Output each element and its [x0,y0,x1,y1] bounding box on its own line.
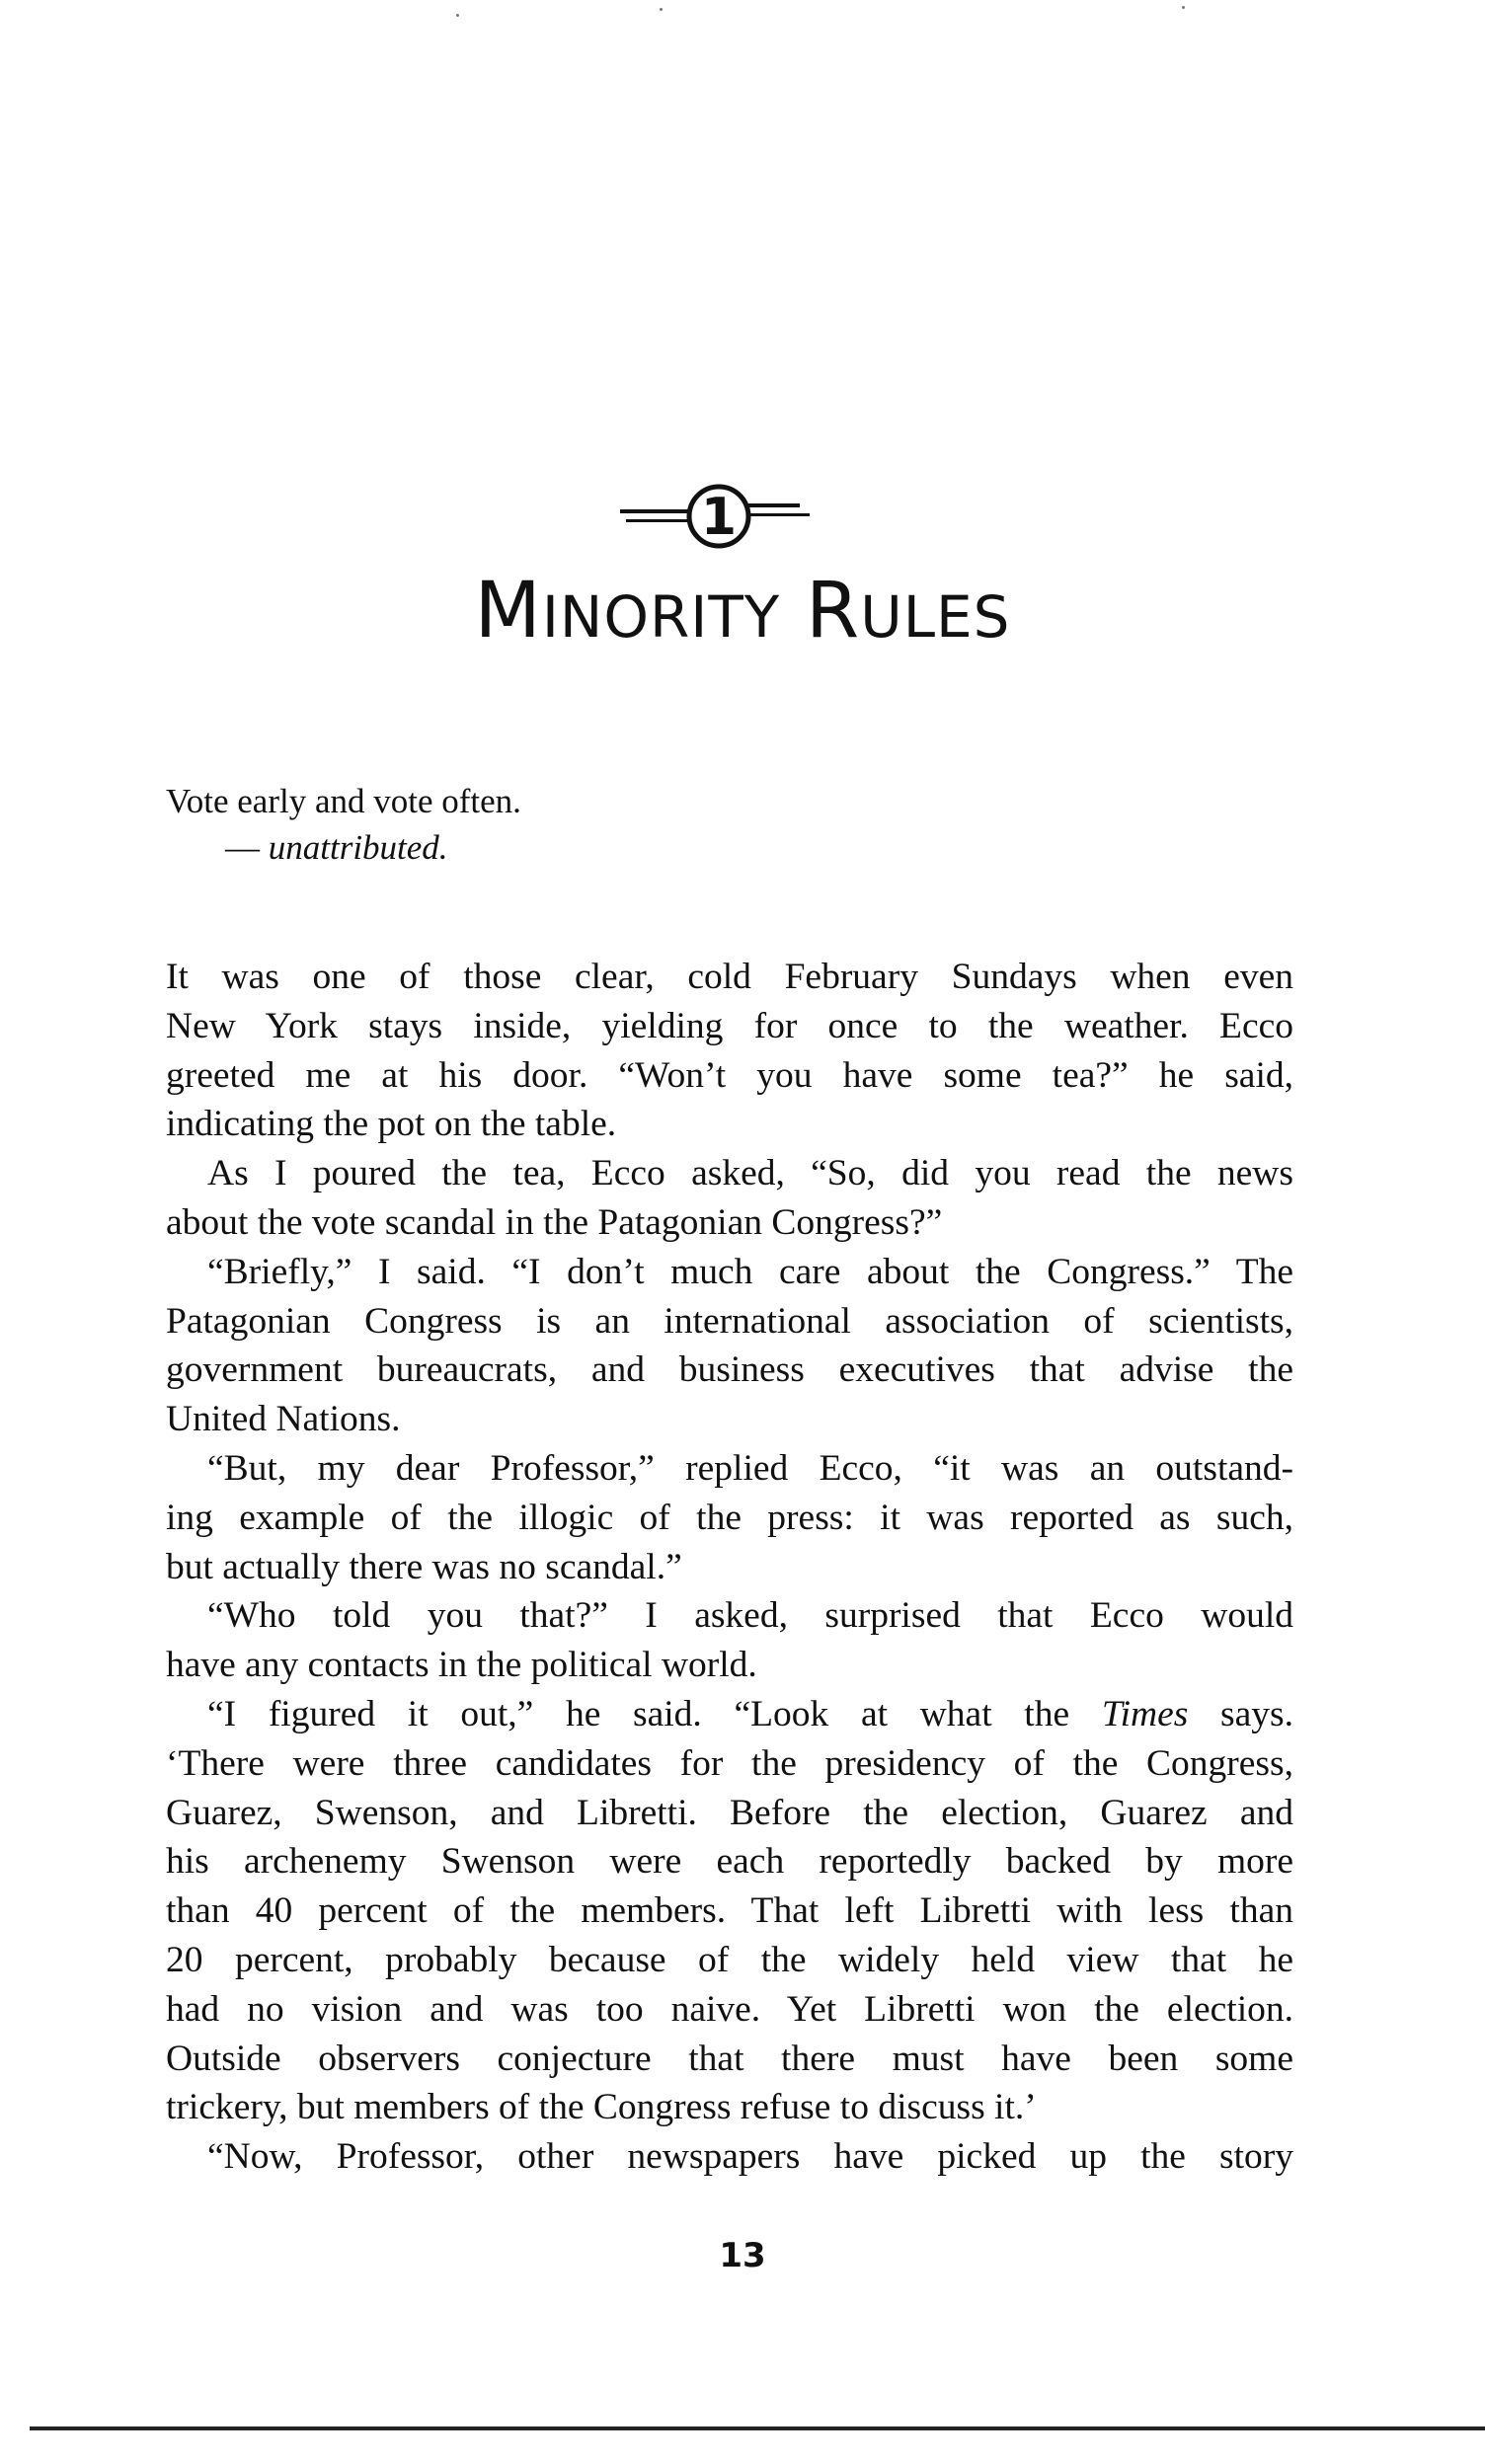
text-line: 20 percent, probably because of the widely held view that he [166,1939,1293,1980]
epigraph-attribution: unattributed. [268,828,448,867]
page-number: 13 [719,2236,766,2275]
text-line: indicating the pot on the table. [166,1104,617,1145]
newspaper-title: Times [1101,1693,1189,1734]
epigraph [166,778,1301,871]
text-line: “But, my dear Professor,” replied Ecco, “it was an outstand- [207,1447,1293,1489]
epigraph-attribution-line [166,824,1301,871]
title-initial: M [474,567,542,655]
text-segment: says. [1188,1693,1293,1734]
text-line: trickery, but members of the Congress refuse to discuss it.’ [166,2087,1037,2128]
title-initial: R [806,567,861,655]
text-line: than 40 percent of the members. That left Libretti with less than [166,1890,1293,1932]
text-line: Guarez, Swenson, and Libretti. Before the election, Guarez and [166,1792,1293,1833]
chapter-number: 1 [700,488,738,547]
emblem-rule-right-top [748,503,800,507]
text-line: his archenemy Swenson were each reportedly backed by more [166,1841,1293,1883]
emblem-rule-right-bottom [748,513,810,516]
print-speck [1182,6,1185,9]
text-line [166,1690,1293,1739]
text-line: greeted me at his door. “Won’t you have some tea?” he said, [166,1054,1293,1096]
print-speck [660,8,663,11]
text-line: “Who told you that?” I asked, surprised that Ecco would [207,1595,1293,1637]
emblem-rule-left-bottom [626,519,689,522]
print-speck [456,14,459,17]
text-line: Patagonian Congress is an international association of scientists, [166,1300,1293,1342]
epigraph-quote: Vote early and vote often. [166,782,521,820]
text-line: United Nations. [166,1399,401,1440]
text-line: ‘There were three candidates for the presidency of the Congress, [166,1742,1293,1784]
text-line: It was one of those clear, cold February Sundays when even [166,957,1293,997]
emblem-rule-left-top [620,509,689,513]
text-line: had no vision and was too naive. Yet Libretti won the election. [166,1988,1293,2030]
text-line: “Now, Professor, other newspapers have picked up the story [207,2136,1293,2178]
text-segment: “I figured it out,” he said. “Look at what the [207,1693,1102,1734]
text-line: Outside observers conjecture that there must have been some [166,2038,1293,2079]
title-word-rest: INORITY [541,583,781,651]
body-text [166,953,1293,2182]
chapter-number-emblem [612,474,849,563]
text-line: but actually there was no scandal.” [166,1546,682,1587]
text-line: As I poured the tea, Ecco asked, “So, did you read the news [207,1153,1293,1194]
bottom-rule [30,2426,1485,2430]
text-line: ing example of the illogic of the press: it was reported as such, [166,1497,1293,1538]
epigraph-dash: — [225,828,269,867]
text-line: New York stays inside, yielding for once to the weather. Ecco [166,1005,1293,1046]
text-line: “Briefly,” I said. “I don’t much care about the Congress.” The [207,1251,1293,1292]
text-line: about the vote scandal in the Patagonian Congress?” [166,1201,943,1243]
text-line: have any contacts in the political world. [166,1645,757,1686]
chapter-title [0,567,1485,655]
text-line: government bureaucrats, and business executives that advise the [166,1349,1293,1391]
title-word-rest: ULES [860,583,1011,651]
